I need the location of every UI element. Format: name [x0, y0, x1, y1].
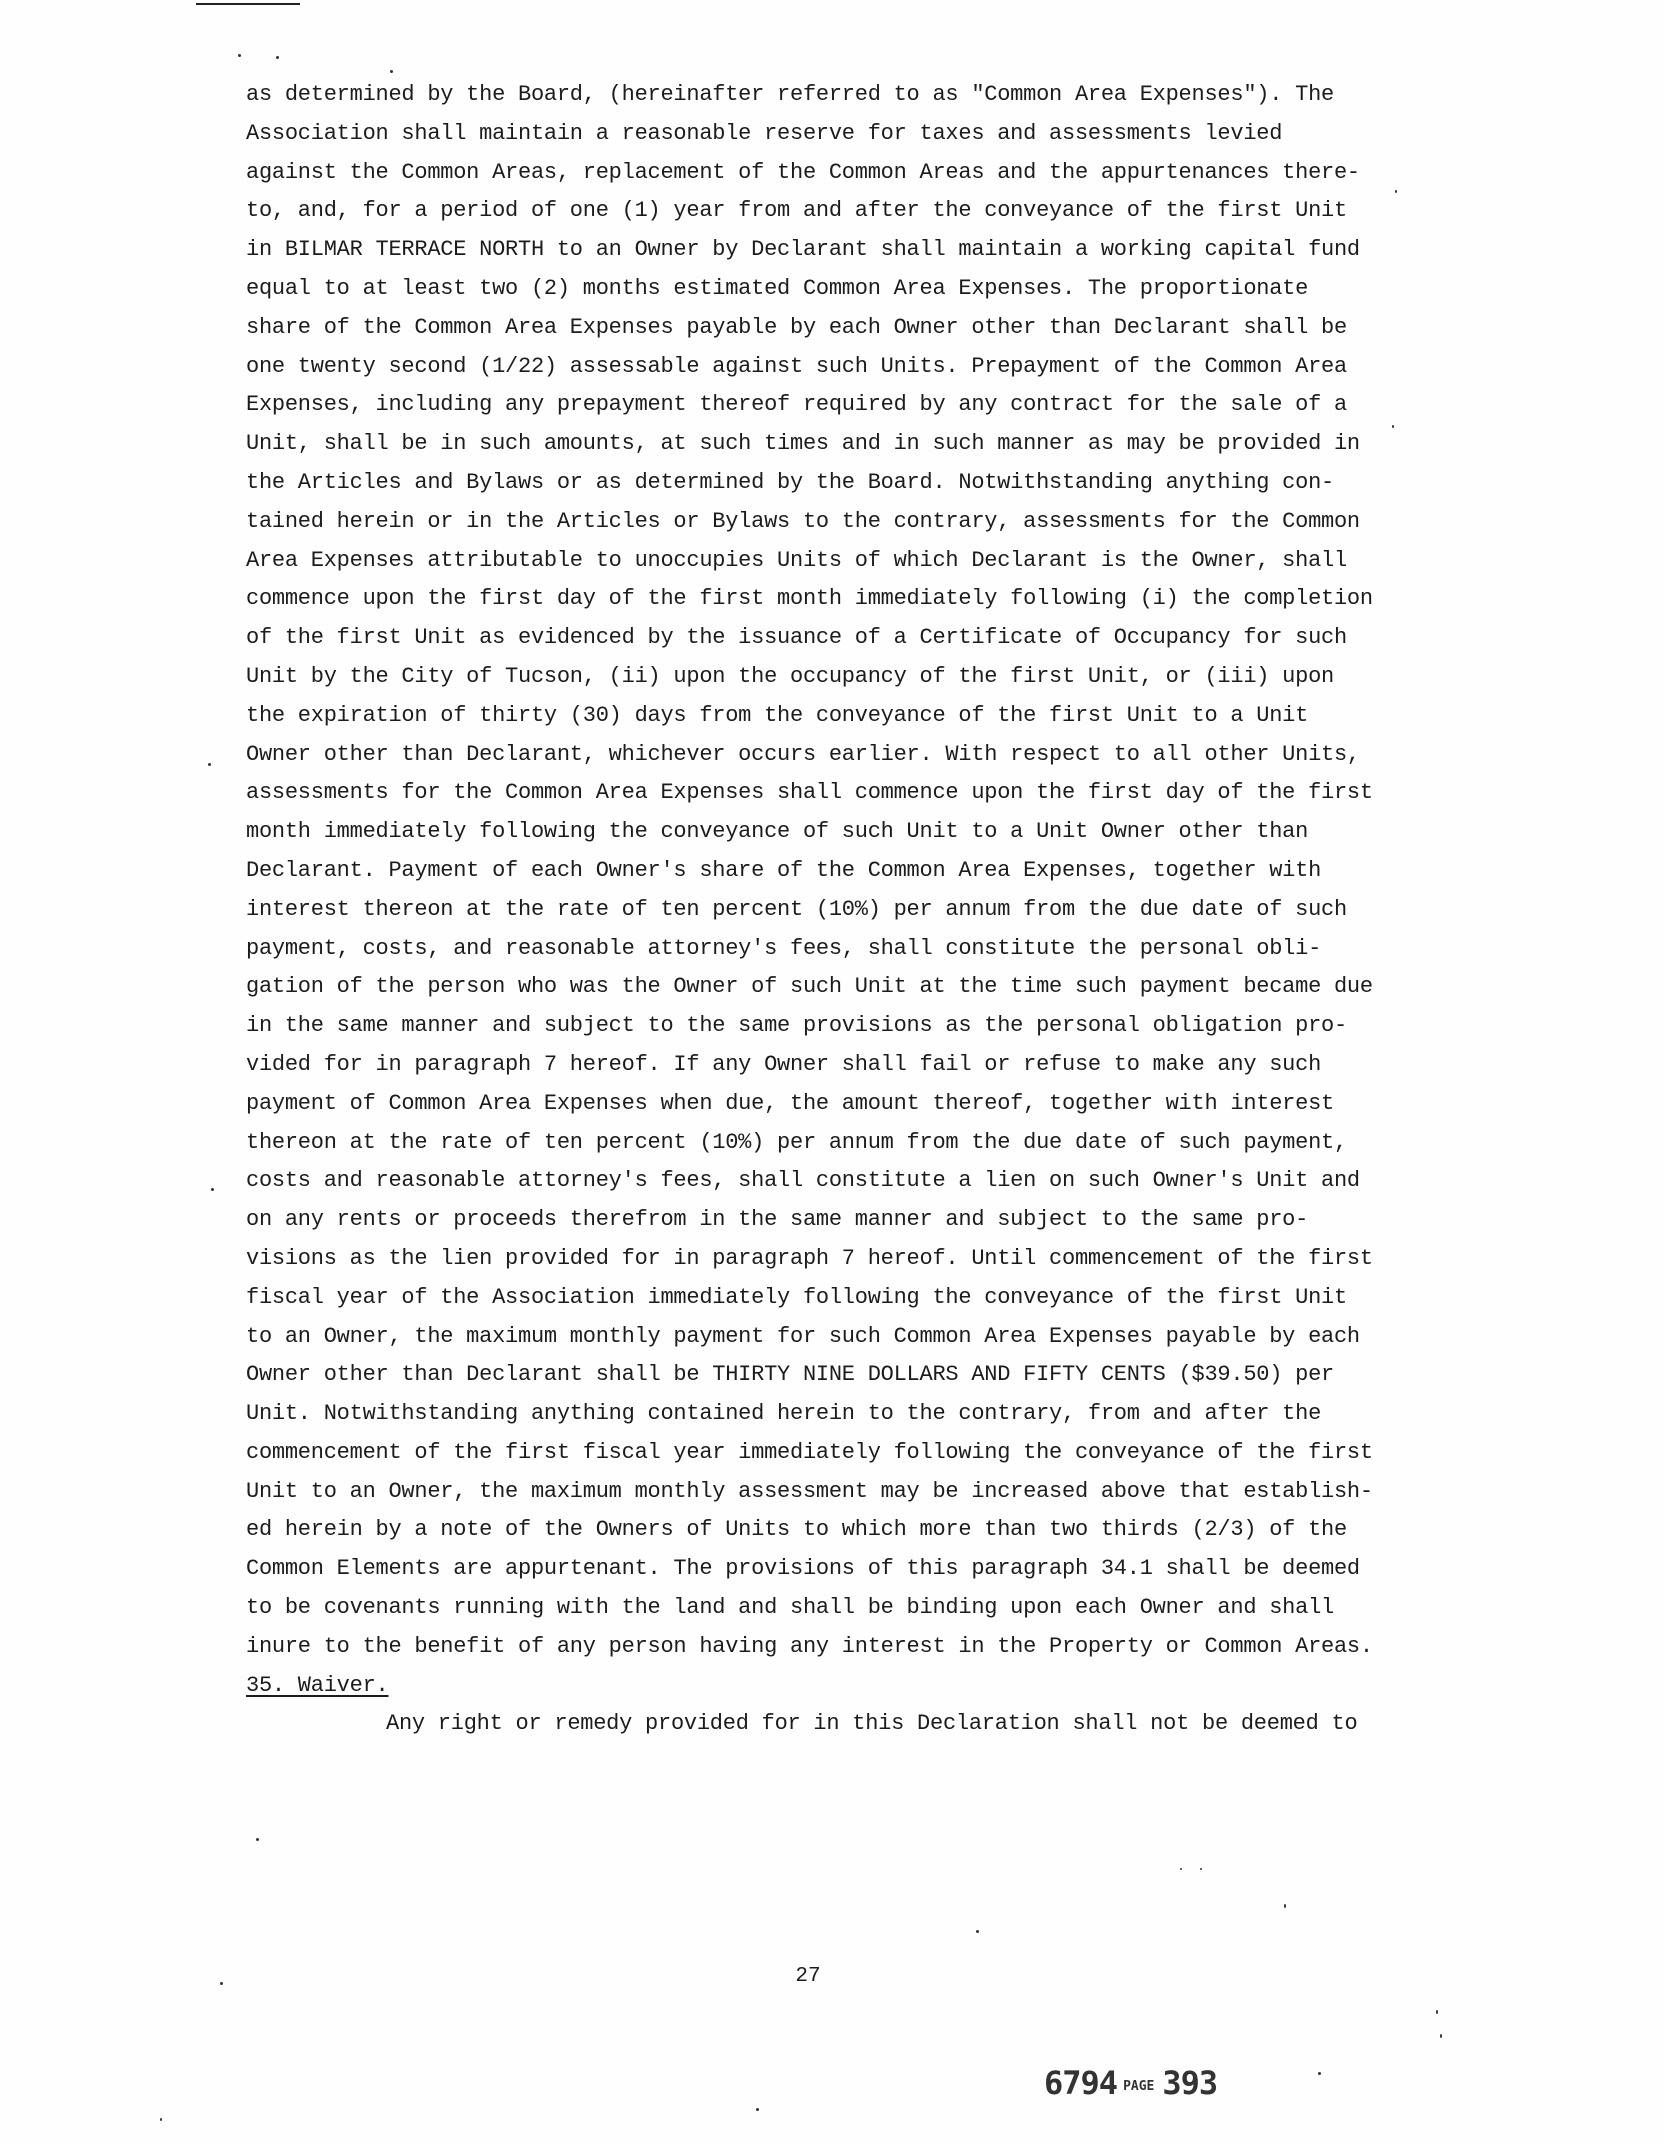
text-line: Common Elements are appurtenant. The provisions of this paragraph 34.1 shall be deemed: [246, 1556, 1360, 1582]
text-line: in the same manner and subject to the same provisions as the personal obligation pro-: [246, 1013, 1347, 1039]
text-line: costs and reasonable attorney's fees, shall constitute a lien on such Owner's Unit and: [246, 1168, 1360, 1194]
scan-speck: [1440, 2034, 1442, 2038]
scan-speck: [256, 1838, 259, 1841]
top-rule: [196, 3, 300, 5]
text-line: Association shall maintain a reasonable reserve for taxes and assessments levied: [246, 120, 1283, 146]
text-line: Unit. Notwithstanding anything contained herein to the contrary, from and after the: [246, 1401, 1322, 1427]
document-body: [246, 76, 1396, 1744]
text-line: Expenses, including any prepayment thereof required by any contract for the sale of a: [246, 392, 1347, 418]
text-line: month immediately following the conveyance of such Unit to a Unit Owner other than: [246, 819, 1309, 845]
page-number: 27: [795, 1965, 821, 1988]
section-heading-row: [246, 1667, 1396, 1706]
stamp-book-number: 6794: [1044, 2064, 1118, 2102]
text-line: Owner other than Declarant, whichever occurs earlier. With respect to all other Units,: [246, 741, 1360, 767]
text-line: Declarant. Payment of each Owner's share of the Common Area Expenses, together with: [246, 857, 1322, 883]
scan-speck: [1318, 2072, 1321, 2075]
scan-speck: [1180, 1868, 1182, 1870]
scan-speck: [160, 2118, 162, 2121]
text-line: payment of Common Area Expenses when due, the amount thereof, together with interest: [246, 1090, 1334, 1116]
scan-speck: [220, 1982, 223, 1985]
text-line: vided for in paragraph 7 hereof. If any Owner shall fail or refuse to make any such: [246, 1051, 1322, 1077]
text-line: inure to the benefit of any person having any interest in the Property or Common Areas.: [246, 1633, 1373, 1659]
text-line: payment, costs, and reasonable attorney's fees, shall constitute the personal obli-: [246, 935, 1322, 961]
text-line: one twenty second (1/22) assessable against such Units. Prepayment of the Common Area: [246, 353, 1347, 379]
text-line: Owner other than Declarant shall be THIRTY NINE DOLLARS AND FIFTY CENTS ($39.50) per: [246, 1362, 1334, 1388]
waiver-first-line: Any right or remedy provided for in this Declaration shall not be deemed to: [386, 1711, 1358, 1737]
text-line: of the first Unit as evidenced by the issuance of a Certificate of Occupancy for such: [246, 625, 1347, 651]
text-line: to, and, for a period of one (1) year from and after the conveyance of the first Unit: [246, 198, 1347, 224]
text-line: the expiration of thirty (30) days from the conveyance of the first Unit to a Unit: [246, 702, 1309, 728]
scan-speck: [208, 763, 211, 766]
scan-speck: [1436, 2010, 1438, 2014]
scan-speck: [390, 70, 393, 73]
stamp-page-label: PAGE: [1123, 2079, 1155, 2094]
text-line: ed herein by a note of the Owners of Units to which more than two thirds (2/3) of the: [246, 1517, 1347, 1543]
text-line: share of the Common Area Expenses payable by each Owner other than Declarant shall be: [246, 314, 1347, 340]
stamp-page-number: 393: [1162, 2064, 1218, 2102]
text-line: Unit to an Owner, the maximum monthly assessment may be increased above that establish-: [246, 1478, 1373, 1504]
scan-speck: [238, 54, 241, 57]
scan-speck: [276, 56, 279, 59]
scan-speck: [976, 1930, 979, 1933]
text-line: as determined by the Board, (hereinafter referred to as "Common Area Expenses"). The: [246, 82, 1334, 107]
scan-speck: [1284, 1904, 1286, 1908]
text-line: tained herein or in the Articles or Bylaws to the contrary, assessments for the Common: [246, 508, 1360, 534]
text-line: commence upon the first day of the first month immediately following (i) the completion: [246, 586, 1373, 612]
text-line: commencement of the first fiscal year immediately following the conveyance of the first: [246, 1439, 1373, 1465]
text-line: thereon at the rate of ten percent (10%) per annum from the due date of such payment,: [246, 1129, 1347, 1155]
text-line: equal to at least two (2) months estimated Common Area Expenses. The proportionate: [246, 275, 1309, 301]
section-heading: 35. Waiver.: [246, 1672, 389, 1698]
scan-speck: [756, 2108, 759, 2111]
text-line: assessments for the Common Area Expenses shall commence upon the first day of the first: [246, 780, 1373, 806]
text-line: Area Expenses attributable to unoccupies Units of which Declarant is the Owner, shall: [246, 547, 1347, 573]
text-line: on any rents or proceeds therefrom in the same manner and subject to the same pro-: [246, 1207, 1309, 1233]
text-line: to an Owner, the maximum monthly payment for such Common Area Expenses payable by each: [246, 1323, 1360, 1349]
text-line: against the Common Areas, replacement of the Common Areas and the appurtenances there-: [246, 159, 1360, 185]
recording-stamp: [1044, 2064, 1284, 2108]
text-line: Unit, shall be in such amounts, at such times and in such manner as may be provided in: [246, 431, 1360, 457]
text-line: to be covenants running with the land and shall be binding upon each Owner and shall: [246, 1595, 1334, 1621]
scan-speck: [1200, 1868, 1202, 1870]
text-line: the Articles and Bylaws or as determined by the Board. Notwithstanding anything con-: [246, 469, 1334, 495]
text-line: interest thereon at the rate of ten percent (10%) per annum from the due date of such: [246, 896, 1347, 922]
scan-speck: [211, 1188, 214, 1191]
text-line: Unit by the City of Tucson, (ii) upon the occupancy of the first Unit, or (iii) upon: [246, 663, 1334, 689]
text-line: visions as the lien provided for in paragraph 7 hereof. Until commencement of the first: [246, 1245, 1373, 1271]
text-line: fiscal year of the Association immediately following the conveyance of the first Unit: [246, 1284, 1347, 1310]
text-line: in BILMAR TERRACE NORTH to an Owner by Declarant shall maintain a working capital fund: [246, 237, 1360, 263]
text-line: gation of the person who was the Owner of such Unit at the time such payment became due: [246, 974, 1373, 1000]
